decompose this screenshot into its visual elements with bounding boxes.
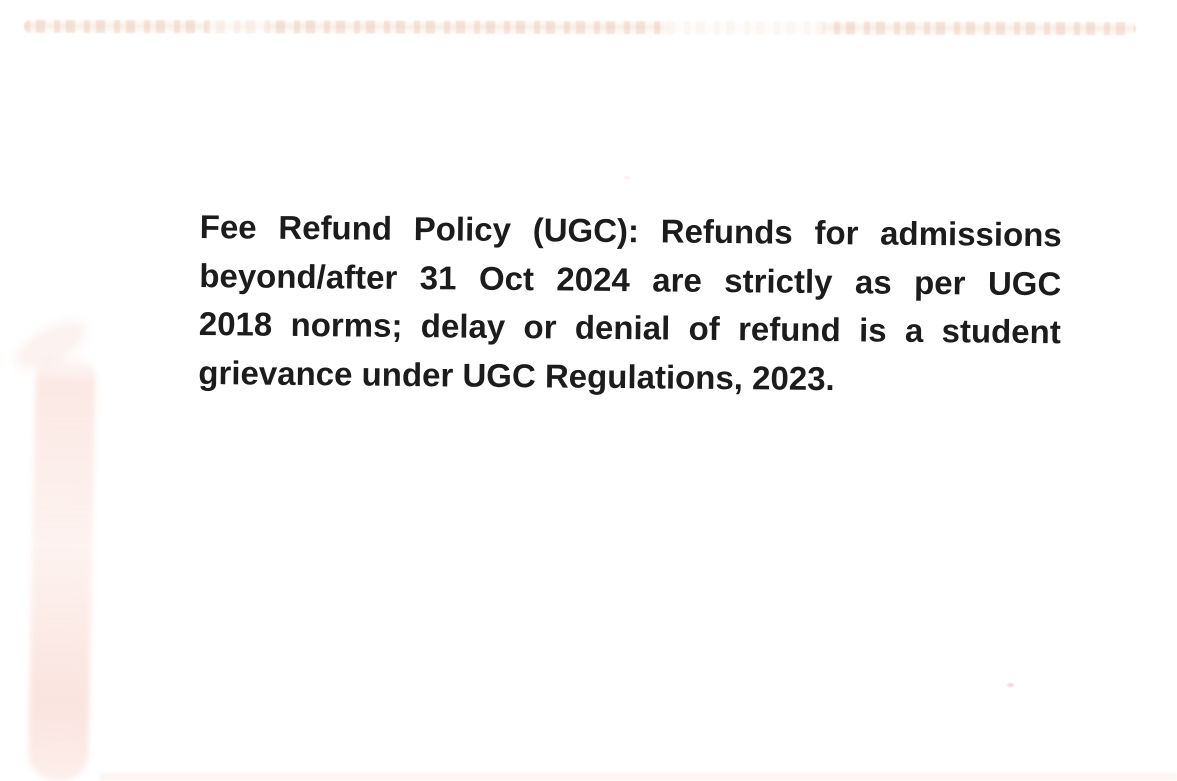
scan-artifact-top-band (24, 20, 1136, 35)
scan-speck (1007, 683, 1014, 687)
scan-artifact-band-gap (209, 18, 269, 35)
policy-text-line-4: grievance under UGC Regulations, 2023. (198, 353, 835, 397)
policy-text-line-3: 2018 norms; delay or denial of refund is a student (198, 304, 1061, 351)
scan-artifact-bottom-strip (100, 773, 1177, 781)
policy-text-line-2: beyond/after 31 Oct 2024 are strictly as per UGC (199, 256, 1062, 302)
scan-artifact-left-streak (28, 351, 96, 781)
policy-paragraph (198, 203, 1062, 405)
scan-artifact-band-gap (664, 19, 824, 36)
scan-speck (624, 176, 630, 179)
policy-text-line-1: Fee Refund Policy (UGC): Refunds for admissions (199, 207, 1062, 254)
